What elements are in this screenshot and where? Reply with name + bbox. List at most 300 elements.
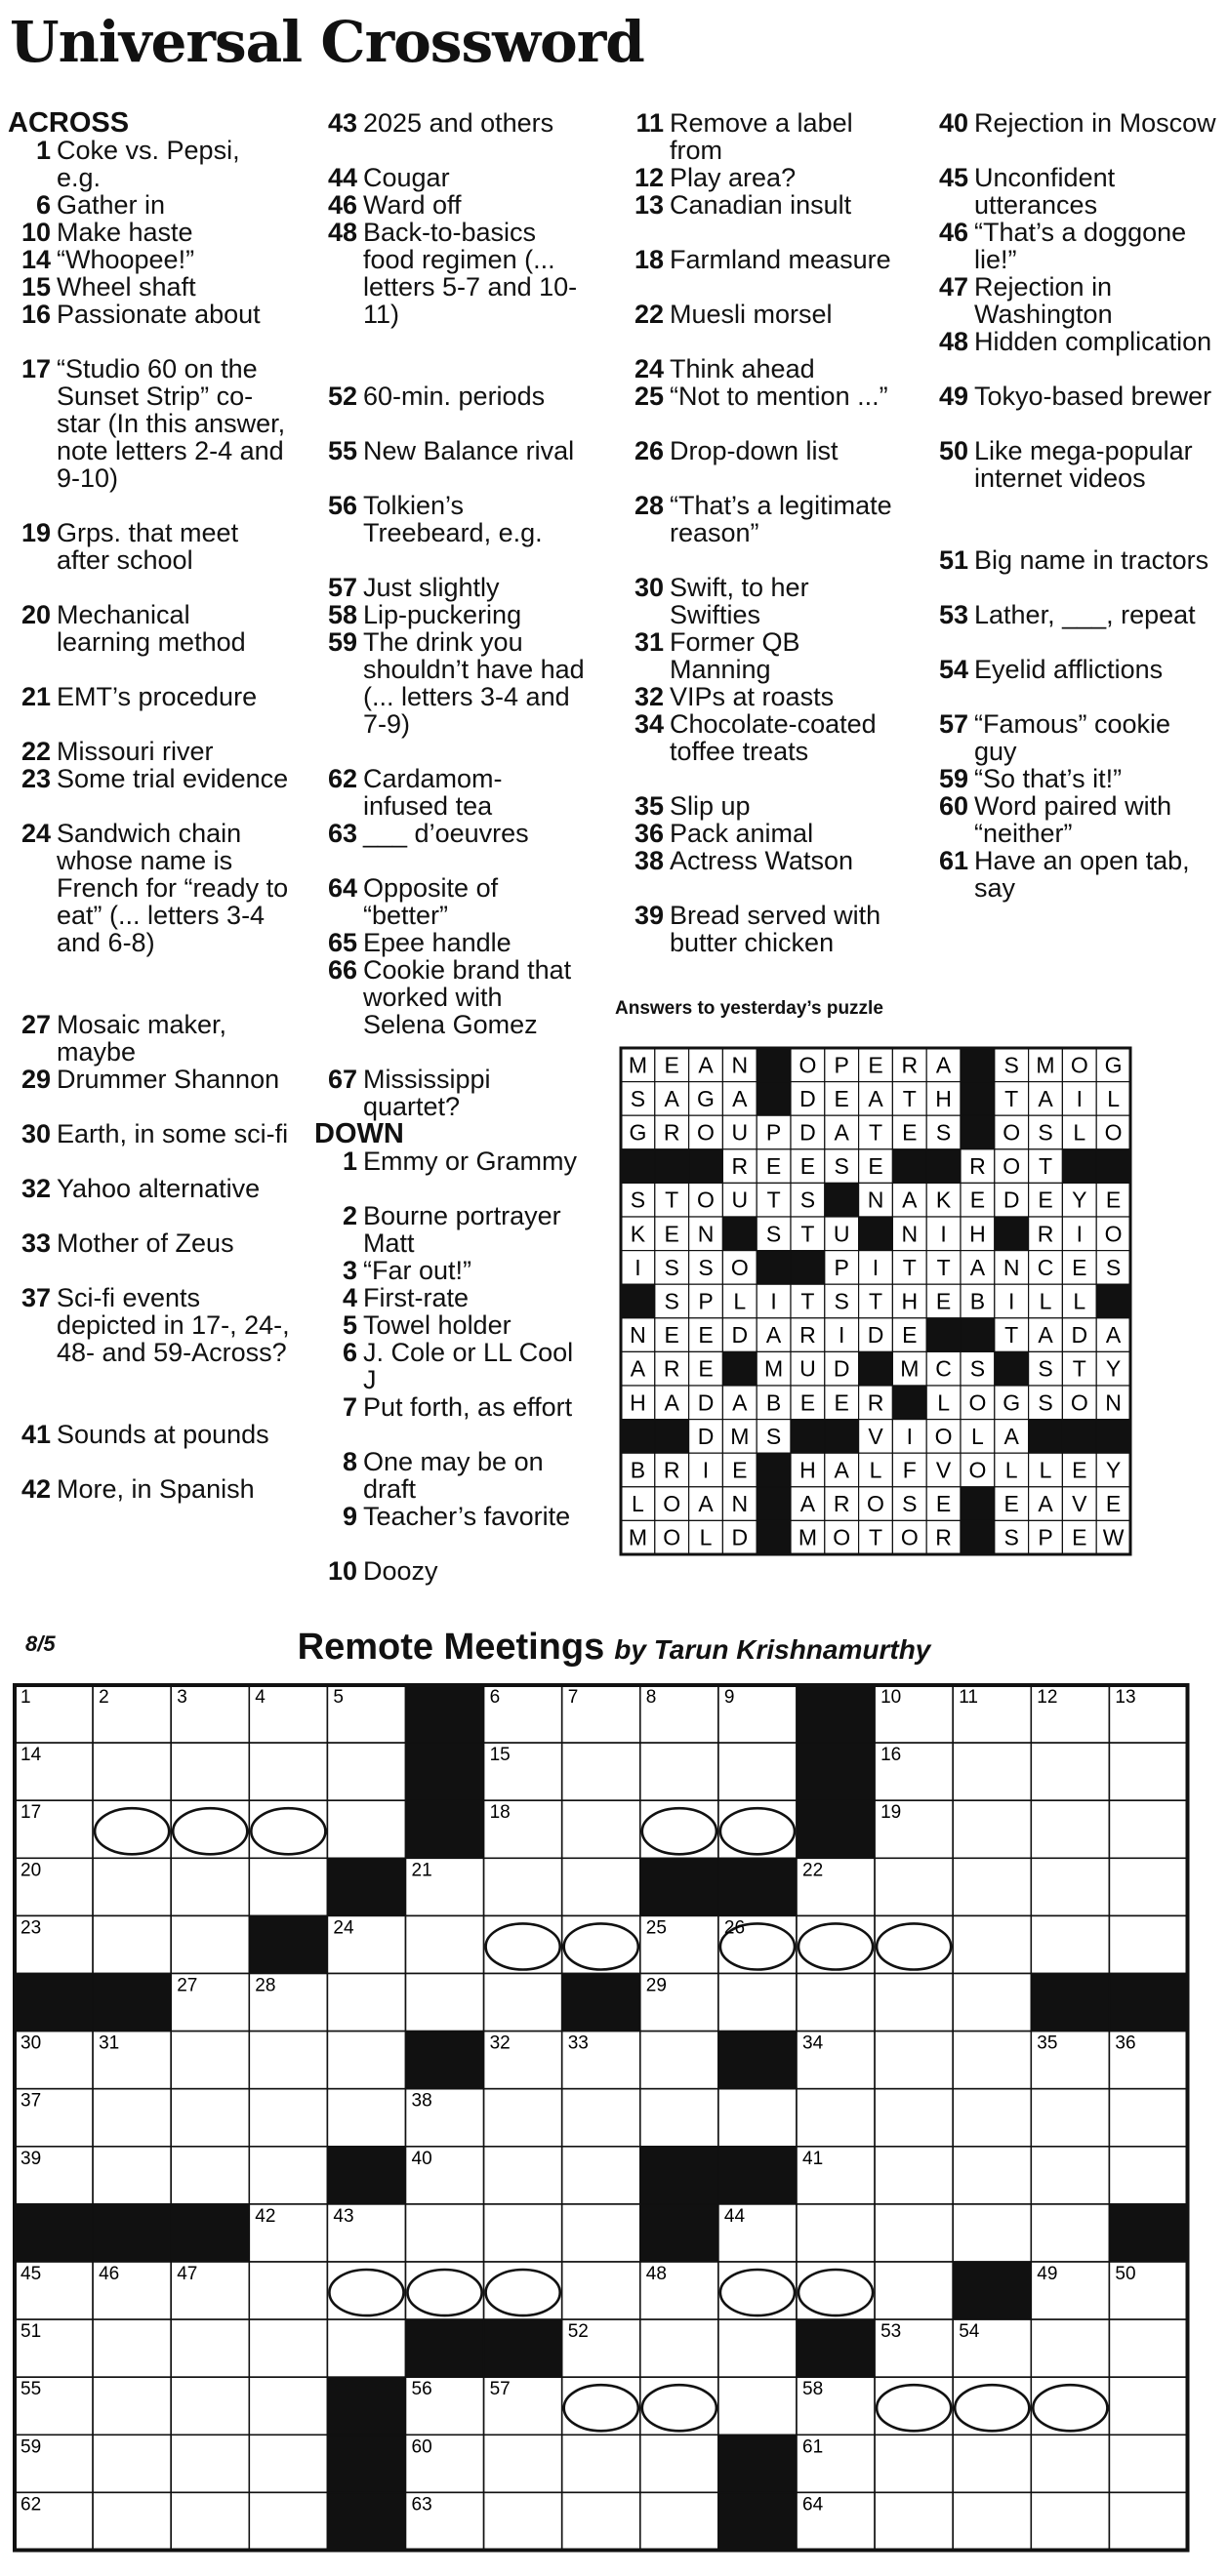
answer-letter: O bbox=[697, 1187, 715, 1213]
grid-cell[interactable] bbox=[718, 2377, 797, 2435]
clue-text: J. Cole or LL Cool J bbox=[363, 1338, 574, 1394]
grid-cell[interactable] bbox=[484, 2147, 562, 2204]
clue-text: Earth, in some sci-fi bbox=[57, 1119, 289, 1148]
clue-item bbox=[314, 382, 586, 437]
clue-item bbox=[621, 437, 892, 492]
clue-number: 63 bbox=[327, 819, 357, 848]
answer-letter: K bbox=[630, 1221, 646, 1247]
answer-letter: M bbox=[1036, 1052, 1055, 1078]
grid-number: 35 bbox=[1037, 2033, 1058, 2054]
clue-number: 40 bbox=[938, 108, 968, 138]
clue-item bbox=[8, 601, 291, 683]
grid-cell[interactable] bbox=[249, 2319, 327, 2377]
clue-text: Drummer Shannon bbox=[57, 1065, 280, 1094]
clue-number: 26 bbox=[634, 436, 664, 465]
grid-cell[interactable] bbox=[406, 1915, 484, 1973]
grid-number: 52 bbox=[567, 2321, 589, 2343]
grid-cell[interactable] bbox=[1031, 2435, 1109, 2492]
grid-number: 10 bbox=[880, 1687, 902, 1708]
grid-number: 55 bbox=[20, 2379, 42, 2400]
answer-letter: I bbox=[634, 1254, 641, 1280]
answer-letter: O bbox=[663, 1524, 681, 1550]
grid-cell[interactable] bbox=[93, 2492, 171, 2550]
clue-number: 46 bbox=[327, 190, 357, 220]
answer-letter: E bbox=[868, 1153, 883, 1180]
grid-number: 39 bbox=[20, 2148, 42, 2169]
grid-cell[interactable] bbox=[1031, 2089, 1109, 2147]
clue-number: 59 bbox=[327, 627, 357, 657]
clue-text: “So that’s it!” bbox=[974, 764, 1123, 793]
clue-item bbox=[925, 847, 1218, 902]
clue-item bbox=[8, 1475, 291, 1530]
grid-cell[interactable] bbox=[1031, 1743, 1109, 1800]
grid-cell[interactable] bbox=[171, 2377, 249, 2435]
clue-item bbox=[621, 109, 892, 164]
grid-cell[interactable] bbox=[953, 1743, 1031, 1800]
clue-item bbox=[8, 355, 291, 519]
grid-number: 59 bbox=[20, 2436, 42, 2458]
answer-letter: A bbox=[698, 1491, 714, 1517]
grid-cell[interactable] bbox=[171, 2032, 249, 2089]
grid-cell[interactable] bbox=[484, 2492, 562, 2550]
grid-cell[interactable] bbox=[953, 2204, 1031, 2262]
grid-cell[interactable] bbox=[171, 2492, 249, 2550]
grid-cell[interactable] bbox=[327, 2089, 405, 2147]
clue-text: Just slightly bbox=[363, 573, 500, 602]
grid-cell[interactable] bbox=[640, 2319, 718, 2377]
grid-number: 2 bbox=[99, 1687, 109, 1708]
grid-number: 17 bbox=[20, 1802, 42, 1824]
grid-cell[interactable] bbox=[327, 1974, 405, 2032]
grid-cell[interactable] bbox=[1109, 1915, 1187, 1973]
grid-cell[interactable] bbox=[171, 1858, 249, 1915]
grid-cell[interactable] bbox=[1109, 1858, 1187, 1915]
grid-cell[interactable] bbox=[797, 1974, 875, 2032]
grid-cell[interactable] bbox=[1031, 1858, 1109, 1915]
answer-letter: O bbox=[697, 1119, 715, 1146]
answer-letter: O bbox=[730, 1254, 749, 1280]
grid-cell[interactable] bbox=[562, 2492, 640, 2550]
grid-cell[interactable] bbox=[1109, 2435, 1187, 2492]
answer-letter: E bbox=[969, 1187, 986, 1213]
grid-cell[interactable] bbox=[171, 2319, 249, 2377]
answer-letter: O bbox=[900, 1524, 919, 1550]
grid-cell[interactable] bbox=[562, 1800, 640, 1858]
grid-cell[interactable] bbox=[327, 1800, 405, 1858]
clue-column-2 bbox=[314, 109, 586, 1585]
clue-item bbox=[8, 1066, 291, 1120]
grid-cell[interactable] bbox=[953, 2435, 1031, 2492]
block-cell bbox=[93, 1974, 171, 2032]
grid-cell[interactable] bbox=[1109, 2492, 1187, 2550]
grid-cell[interactable] bbox=[1109, 2377, 1187, 2435]
grid-cell[interactable] bbox=[93, 1915, 171, 1973]
clue-number: 24 bbox=[634, 354, 664, 383]
answer-block-cell bbox=[791, 1420, 825, 1454]
grid-cell[interactable] bbox=[249, 1743, 327, 1800]
grid-cell[interactable] bbox=[953, 2032, 1031, 2089]
clue-text: Back-to-basics food regimen (... letters 5-7 and 10-11) bbox=[363, 218, 578, 329]
clue-number: 35 bbox=[634, 791, 664, 821]
grid-cell[interactable] bbox=[1031, 2147, 1109, 2204]
grid-cell[interactable] bbox=[640, 1743, 718, 1800]
clue-number: 56 bbox=[327, 491, 357, 520]
grid-cell[interactable] bbox=[1109, 2089, 1187, 2147]
grid-number: 15 bbox=[489, 1745, 511, 1766]
grid-cell[interactable] bbox=[875, 2147, 953, 2204]
clue-text: Tokyo-based brewer bbox=[974, 382, 1212, 411]
answer-letter: M bbox=[730, 1423, 750, 1449]
grid-cell[interactable] bbox=[953, 2147, 1031, 2204]
clue-text: Play area? bbox=[670, 163, 797, 192]
grid-number: 51 bbox=[20, 2321, 42, 2343]
clue-item bbox=[925, 792, 1218, 847]
clue-item bbox=[314, 1311, 586, 1339]
answer-block-cell bbox=[1029, 1420, 1063, 1454]
grid-cell[interactable] bbox=[953, 2492, 1031, 2550]
grid-cell[interactable] bbox=[640, 2435, 718, 2492]
grid-cell[interactable] bbox=[1109, 2319, 1187, 2377]
grid-number: 36 bbox=[1115, 2033, 1136, 2054]
grid-cell[interactable] bbox=[875, 2262, 953, 2319]
grid-cell[interactable] bbox=[718, 2319, 797, 2377]
grid-cell[interactable] bbox=[249, 2492, 327, 2550]
grid-cell[interactable] bbox=[718, 2089, 797, 2147]
block-cell bbox=[718, 2032, 797, 2089]
grid-cell[interactable] bbox=[327, 1743, 405, 1800]
answer-letter: U bbox=[731, 1187, 749, 1213]
grid-number: 3 bbox=[177, 1687, 187, 1708]
grid-cell[interactable] bbox=[484, 2204, 562, 2262]
clue-item bbox=[314, 765, 586, 820]
answer-letter: S bbox=[799, 1187, 816, 1213]
grid-number: 7 bbox=[567, 1687, 579, 1708]
grid-cell[interactable] bbox=[562, 1743, 640, 1800]
clue-number: 10 bbox=[20, 218, 51, 247]
puzzle-heading bbox=[0, 1626, 1228, 1671]
grid-cell[interactable] bbox=[93, 2377, 171, 2435]
answer-letter: A bbox=[664, 1085, 679, 1111]
answer-letter: S bbox=[1003, 1524, 1019, 1550]
clue-text: “Far out!” bbox=[363, 1256, 472, 1285]
clue-item bbox=[925, 219, 1218, 273]
grid-cell[interactable] bbox=[171, 2089, 249, 2147]
grid-cell[interactable] bbox=[249, 2147, 327, 2204]
grid-cell[interactable] bbox=[640, 2032, 718, 2089]
clue-item bbox=[8, 1284, 291, 1421]
clue-item bbox=[621, 164, 892, 191]
answer-letter: H bbox=[630, 1389, 646, 1416]
grid-cell[interactable] bbox=[953, 1915, 1031, 1973]
clue-item bbox=[8, 1011, 291, 1066]
grid-number: 29 bbox=[645, 1975, 667, 1996]
clue-text: “That’s a doggone lie!” bbox=[974, 218, 1187, 274]
clue-number: 43 bbox=[327, 108, 357, 138]
answer-letter: Y bbox=[1105, 1457, 1122, 1483]
clue-text: Sci-fi events depicted in 17-, 24-, 48- and 59-Across? bbox=[57, 1283, 290, 1367]
grid-cell[interactable] bbox=[875, 2032, 953, 2089]
answer-letter: T bbox=[1072, 1355, 1086, 1382]
clue-item bbox=[8, 683, 291, 738]
answer-letter: A bbox=[799, 1491, 816, 1517]
grid-number: 1 bbox=[20, 1687, 31, 1708]
answer-letter: V bbox=[868, 1423, 883, 1449]
grid-cell[interactable] bbox=[953, 1800, 1031, 1858]
answer-letter: S bbox=[630, 1187, 646, 1213]
answer-letter: O bbox=[1003, 1153, 1021, 1180]
clue-item bbox=[621, 683, 892, 710]
grid-number: 11 bbox=[959, 1687, 978, 1708]
grid-cell[interactable] bbox=[953, 1974, 1031, 2032]
answer-block-cell bbox=[757, 1048, 791, 1082]
grid-cell[interactable] bbox=[249, 2262, 327, 2319]
grid-cell[interactable] bbox=[406, 1974, 484, 2032]
clue-text: Slip up bbox=[670, 791, 751, 821]
answer-letter: E bbox=[765, 1153, 782, 1180]
clue-item bbox=[925, 109, 1218, 164]
clue-text: Bread served with butter chicken bbox=[670, 901, 881, 957]
clue-text: More, in Spanish bbox=[57, 1474, 255, 1504]
grid-cell[interactable] bbox=[1031, 2492, 1109, 2550]
clue-item bbox=[314, 1339, 586, 1393]
answer-letter: E bbox=[834, 1085, 849, 1111]
clue-item bbox=[314, 1202, 586, 1257]
clue-text: Drop-down list bbox=[670, 436, 839, 465]
clue-number: 14 bbox=[20, 245, 51, 274]
clue-text: Gather in bbox=[57, 190, 166, 220]
answer-letter: S bbox=[765, 1423, 782, 1449]
clue-text: Have an open tab, say bbox=[974, 846, 1190, 903]
clue-item bbox=[925, 164, 1218, 219]
grid-cell[interactable] bbox=[249, 1858, 327, 1915]
answer-letter: C bbox=[1037, 1254, 1054, 1280]
answer-letter: A bbox=[969, 1254, 986, 1280]
clue-item bbox=[621, 191, 892, 246]
grid-cell[interactable] bbox=[562, 1858, 640, 1915]
grid-cell[interactable] bbox=[1031, 1915, 1109, 1973]
answer-letter: I bbox=[839, 1322, 845, 1348]
clue-number: 19 bbox=[20, 518, 51, 547]
grid-cell[interactable] bbox=[406, 2204, 484, 2262]
grid-cell[interactable] bbox=[1109, 2147, 1187, 2204]
clue-number: 67 bbox=[327, 1065, 357, 1094]
clue-number: 39 bbox=[634, 901, 664, 930]
clue-text: Swift, to her Swifties bbox=[670, 573, 809, 629]
answer-letter: G bbox=[1003, 1389, 1021, 1416]
grid-cell[interactable] bbox=[1031, 1800, 1109, 1858]
grid-cell[interactable] bbox=[93, 2435, 171, 2492]
grid-number: 34 bbox=[802, 2033, 824, 2054]
answer-letter: A bbox=[868, 1085, 883, 1111]
answer-letter: I bbox=[940, 1221, 947, 1247]
grid-number: 60 bbox=[411, 2436, 432, 2458]
answer-block-cell bbox=[961, 1520, 995, 1554]
grid-cell[interactable] bbox=[327, 2319, 405, 2377]
answer-letter: T bbox=[868, 1524, 883, 1550]
grid-cell[interactable] bbox=[171, 2147, 249, 2204]
answer-letter: E bbox=[834, 1389, 849, 1416]
grid-number: 20 bbox=[20, 1860, 42, 1881]
grid-cell[interactable] bbox=[93, 2319, 171, 2377]
answer-letter: E bbox=[1105, 1491, 1122, 1517]
clue-text: Lather, ___, repeat bbox=[974, 600, 1196, 629]
answer-letter: N bbox=[867, 1187, 884, 1213]
answer-letter: P bbox=[698, 1288, 714, 1314]
grid-cell[interactable] bbox=[249, 2377, 327, 2435]
grid-cell[interactable] bbox=[484, 1974, 562, 2032]
grid-number: 50 bbox=[1115, 2264, 1136, 2284]
clue-item bbox=[925, 328, 1218, 382]
answer-letter: S bbox=[1038, 1355, 1053, 1382]
grid-cell[interactable] bbox=[1031, 2319, 1109, 2377]
grid-number: 28 bbox=[255, 1975, 276, 1996]
grid-cell[interactable] bbox=[249, 2435, 327, 2492]
answer-letter: S bbox=[698, 1254, 714, 1280]
clue-number: 24 bbox=[20, 819, 51, 848]
block-cell bbox=[1031, 1974, 1109, 2032]
answer-letter: E bbox=[935, 1288, 952, 1314]
block-cell bbox=[327, 2147, 405, 2204]
grid-cell[interactable] bbox=[875, 2089, 953, 2147]
clue-item bbox=[925, 656, 1218, 710]
answer-block-cell bbox=[995, 1217, 1029, 1251]
grid-cell[interactable] bbox=[562, 2262, 640, 2319]
grid-cell[interactable] bbox=[953, 1858, 1031, 1915]
grid-cell[interactable] bbox=[171, 1743, 249, 1800]
answer-letter: P bbox=[834, 1254, 849, 1280]
clue-text: Unconfident utterances bbox=[974, 163, 1116, 220]
grid-cell[interactable] bbox=[640, 2492, 718, 2550]
grid-cell[interactable] bbox=[327, 2032, 405, 2089]
grid-cell[interactable] bbox=[718, 1743, 797, 1800]
clue-text: Teacher’s favorite bbox=[363, 1502, 571, 1531]
grid-cell[interactable] bbox=[797, 2089, 875, 2147]
answer-letter: T bbox=[902, 1254, 917, 1280]
grid-cell[interactable] bbox=[171, 2435, 249, 2492]
grid-cell[interactable] bbox=[797, 2204, 875, 2262]
grid-number: 45 bbox=[20, 2264, 42, 2284]
answer-letter: R bbox=[867, 1389, 884, 1416]
grid-cell[interactable] bbox=[562, 2204, 640, 2262]
grid-cell[interactable] bbox=[875, 2492, 953, 2550]
grid-cell[interactable] bbox=[953, 2089, 1031, 2147]
grid-cell[interactable] bbox=[484, 1858, 562, 1915]
clue-text: Tolkien’s Treebeard, e.g. bbox=[363, 491, 543, 547]
grid-cell[interactable] bbox=[249, 2032, 327, 2089]
clue-item bbox=[314, 820, 586, 874]
answer-letter: K bbox=[935, 1187, 952, 1213]
clue-number: 11 bbox=[635, 108, 664, 138]
answer-block-cell bbox=[621, 1284, 655, 1318]
grid-cell[interactable] bbox=[875, 2204, 953, 2262]
clue-item bbox=[314, 628, 586, 765]
answer-letter: I bbox=[906, 1423, 913, 1449]
block-cell bbox=[15, 2204, 93, 2262]
grid-cell[interactable] bbox=[93, 1743, 171, 1800]
clue-number: 8 bbox=[342, 1447, 357, 1476]
answer-block-cell bbox=[1096, 1284, 1130, 1318]
clue-text: Farmland measure bbox=[670, 245, 891, 274]
clue-number: 3 bbox=[342, 1256, 357, 1285]
grid-cell[interactable] bbox=[171, 1915, 249, 1973]
clue-column-1 bbox=[8, 109, 291, 1530]
grid-cell[interactable] bbox=[484, 2089, 562, 2147]
grid-number: 44 bbox=[723, 2205, 746, 2227]
grid-cell[interactable] bbox=[93, 2089, 171, 2147]
grid-cell[interactable] bbox=[1031, 2204, 1109, 2262]
grid-number: 31 bbox=[99, 2033, 120, 2054]
grid-cell[interactable] bbox=[562, 2089, 640, 2147]
answer-block-cell bbox=[689, 1149, 723, 1184]
block-cell bbox=[797, 2319, 875, 2377]
grid-number: 62 bbox=[20, 2494, 42, 2516]
clue-number: 6 bbox=[35, 190, 51, 220]
answer-letter: R bbox=[663, 1119, 680, 1146]
clue-text: Mother of Zeus bbox=[57, 1228, 234, 1258]
clue-number: 10 bbox=[327, 1556, 357, 1586]
grid-cell[interactable] bbox=[93, 1858, 171, 1915]
grid-cell[interactable] bbox=[1109, 1800, 1187, 1858]
answer-letter: V bbox=[935, 1457, 952, 1483]
clue-number: 7 bbox=[342, 1392, 357, 1422]
answer-letter: A bbox=[765, 1322, 782, 1348]
grid-cell[interactable] bbox=[249, 2089, 327, 2147]
clue-item bbox=[8, 738, 291, 765]
grid-cell[interactable] bbox=[562, 2435, 640, 2492]
answer-block-cell bbox=[655, 1149, 689, 1184]
answer-letter: P bbox=[765, 1119, 782, 1146]
grid-cell[interactable] bbox=[875, 2435, 953, 2492]
answer-letter: S bbox=[1003, 1052, 1019, 1078]
block-cell bbox=[797, 1685, 875, 1743]
grid-cell[interactable] bbox=[640, 2089, 718, 2147]
clue-number: 23 bbox=[20, 764, 51, 793]
grid-cell[interactable] bbox=[93, 2147, 171, 2204]
grid-cell[interactable] bbox=[718, 1974, 797, 2032]
answer-letter: D bbox=[799, 1085, 816, 1111]
clue-number: 22 bbox=[20, 737, 51, 766]
clue-number: 31 bbox=[634, 627, 664, 657]
answer-letter: L bbox=[869, 1457, 882, 1483]
answer-letter: H bbox=[969, 1221, 986, 1247]
grid-cell[interactable] bbox=[1109, 1743, 1187, 1800]
clue-text: Big name in tractors bbox=[974, 545, 1209, 575]
clue-text: Epee handle bbox=[363, 928, 512, 957]
clue-item bbox=[314, 1147, 586, 1202]
answer-letter: P bbox=[1038, 1524, 1053, 1550]
clue-text: ___ d’oeuvres bbox=[363, 819, 529, 848]
clue-text: Word paired with “neither” bbox=[974, 791, 1172, 848]
clue-text: The drink you shouldn’t have had (... letters 3-4 and 7-9) bbox=[363, 627, 585, 739]
answer-letter: E bbox=[799, 1389, 816, 1416]
grid-cell[interactable] bbox=[875, 1974, 953, 2032]
clue-text: New Balance rival bbox=[363, 436, 575, 465]
answer-block-cell bbox=[961, 1318, 995, 1352]
grid-number: 18 bbox=[489, 1802, 511, 1824]
grid-cell[interactable] bbox=[562, 2147, 640, 2204]
clue-item bbox=[314, 874, 586, 929]
clue-item bbox=[8, 519, 291, 601]
grid-number: 25 bbox=[645, 1917, 667, 1939]
block-cell bbox=[406, 2032, 484, 2089]
answer-letter: E bbox=[1003, 1491, 1019, 1517]
block-cell bbox=[562, 1974, 640, 2032]
answer-block-cell bbox=[757, 1251, 791, 1285]
grid-cell[interactable] bbox=[875, 1858, 953, 1915]
answer-letter: G bbox=[697, 1085, 715, 1111]
grid-cell[interactable] bbox=[484, 2435, 562, 2492]
answer-letter: N bbox=[731, 1052, 749, 1078]
